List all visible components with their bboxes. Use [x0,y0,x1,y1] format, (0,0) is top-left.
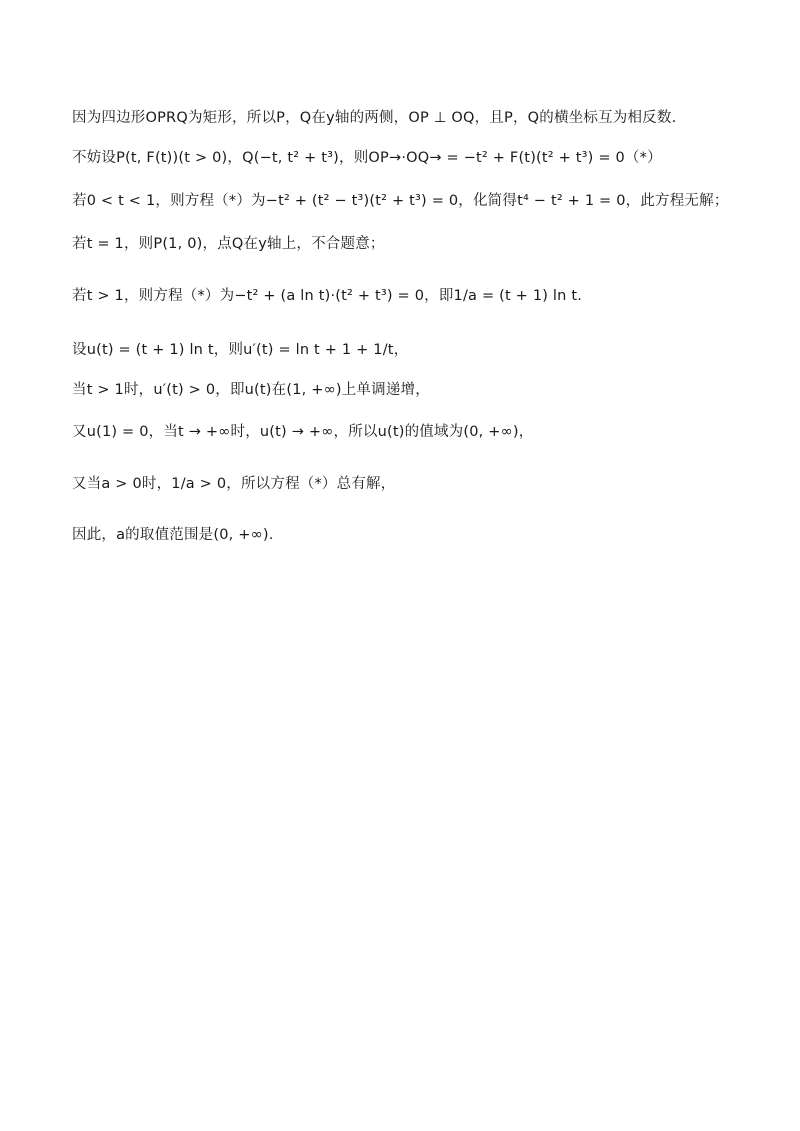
text-line-7 [72,380,430,400]
line-text: 又当a > 0时，1/a > 0，所以方程（*）总有解， [72,476,396,492]
text-line-2 [72,148,662,168]
line-text: 因此，a的取值范围是(0, +∞). [72,527,274,543]
line-text: 若0 < t < 1，则方程（*）为−t² + (t² − t³)(t² + t³) = 0，化简得t⁴ − t² + 1 = 0，此方程无解； [72,193,729,209]
text-line-5 [72,286,582,306]
line-text: 因为四边形OPRQ为矩形，所以P，Q在y轴的两侧，OP ⊥ OQ，且P，Q的横坐标互为相反数. [72,110,677,126]
text-line-1 [72,108,676,128]
line-text: 若t = 1，则P(1, 0)，点Q在y轴上，不合题意； [72,236,385,252]
text-line-4 [72,234,385,254]
line-text: 若t > 1，则方程（*）为−t² + (a ln t)·(t² + t³) = 0，即1/a = (t + 1) ln t. [72,288,583,304]
text-line-3 [72,191,729,211]
text-line-6 [72,340,408,360]
line-text: 不妨设P(t, F(t))(t > 0)，Q(−t, t² + t³)，则OP→·OQ→ = −t² + F(t)(t² + t³) = 0（*） [72,150,662,166]
text-line-9 [72,474,395,494]
line-text: 设u(t) = (t + 1) ln t，则u′(t) = ln t + 1 + 1/t， [72,342,409,358]
line-text: 又u(1) = 0，当t → +∞时，u(t) → +∞，所以u(t)的值域为(0, +∞)， [72,424,534,440]
text-line-8 [72,422,533,442]
line-text: 当t > 1时，u′(t) > 0，即u(t)在(1, +∞)上单调递增， [72,382,430,398]
text-line-10 [72,525,274,545]
